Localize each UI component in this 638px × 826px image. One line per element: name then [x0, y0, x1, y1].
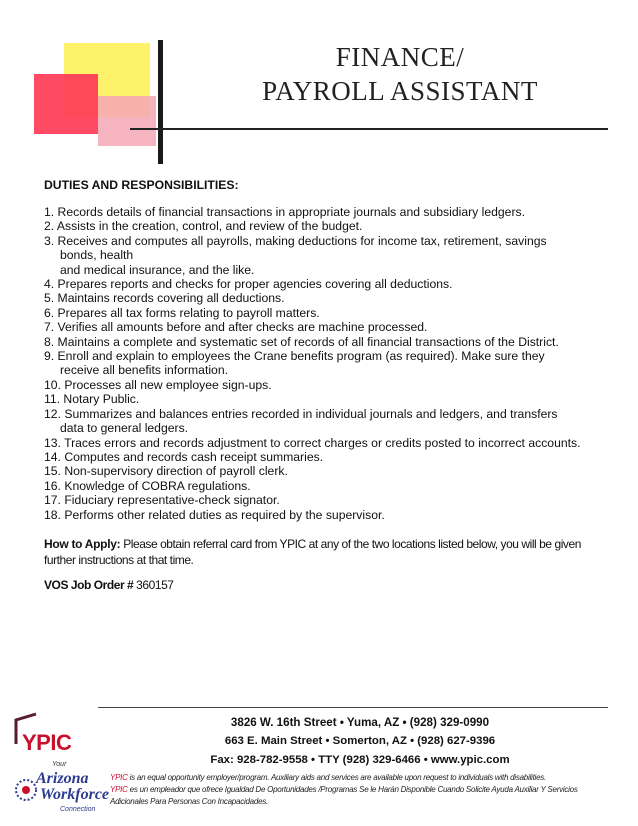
- eeo-english-text: is an equal opportunity employer/program. Auxiliary aids and services are available upon request to individuals with disabilities.: [129, 773, 546, 782]
- duties-heading: DUTIES AND RESPONSIBILITIES:: [44, 178, 239, 192]
- duties-list: [44, 205, 604, 522]
- vos-job-order: [44, 578, 174, 592]
- logo-workforce: Workforce: [40, 786, 110, 803]
- eeo-spanish-text: es un empleador que ofrece Igualdad De Oportunidades /Programas Se le Harán Disponible Cuando Solicite Ayuda Auxiliar Y Servicios Adicionales Para Personas Con Incapacidades.: [110, 785, 578, 806]
- duty-item: 7. Verifies all amounts before and after checks are machine processed.: [44, 320, 428, 335]
- duty-item: 12. Summarizes and balances entries recorded in individual journals and ledgers, and transfers: [44, 406, 558, 421]
- duty-item: 17. Fiduciary representative-check signator.: [44, 493, 280, 508]
- logo-arizona: Arizona: [36, 770, 89, 787]
- page-title: [220, 40, 580, 108]
- how-to-apply-label: How to Apply:: [44, 537, 121, 551]
- ypic-logo: YPIC: [22, 730, 72, 755]
- eeo-org-en: YPIC: [110, 773, 128, 782]
- decor-pink-block: [98, 96, 156, 146]
- logo-your: Your: [52, 761, 67, 768]
- duty-item: 2. Assists in the creation, control, and review of the budget.: [44, 219, 363, 234]
- decor-vertical-bar: [158, 40, 163, 164]
- duty-item-continuation: receive all benefits information.: [60, 363, 229, 378]
- contact-line-1: 3826 W. 16th Street • Yuma, AZ • (928) 329-0990: [230, 716, 490, 729]
- how-to-apply-text: Please obtain referral card from YPIC at any of the two locations listed below, you will be given further instructions at that time.: [44, 537, 581, 567]
- how-to-apply: [44, 537, 594, 568]
- duty-item: 3. Receives and computes all payrolls, making deductions for income tax, retirement, savings: [44, 233, 547, 248]
- duty-item-continuation: and medical insurance, and the like.: [60, 262, 255, 277]
- duty-item: 15. Non-supervisory direction of payroll clerk.: [44, 464, 288, 479]
- duty-item: 18. Performs other related duties as required by the supervisor.: [44, 507, 385, 522]
- eeo-org-es: YPIC: [110, 785, 128, 794]
- duty-item: 9. Enroll and explain to employees the Crane benefits program (as required). Make sure they: [44, 349, 545, 364]
- duty-item: 1. Records details of financial transactions in appropriate journals and subsidiary ledgers.: [44, 205, 525, 219]
- footer-rule: [98, 707, 608, 708]
- duty-item: 8. Maintains a complete and systematic set of records of all financial transactions of the District.: [44, 334, 559, 349]
- duty-item: 5. Maintains records covering all deductions.: [44, 291, 285, 306]
- eeo-english: [110, 772, 610, 784]
- eeo-statement: [110, 772, 610, 808]
- eeo-spanish: [110, 784, 610, 808]
- duty-item: 13. Traces errors and records adjustment to correct charges or credits posted to incorrect accounts.: [44, 435, 581, 450]
- duty-item: 10. Processes all new employee sign-ups.: [44, 377, 272, 392]
- duty-item: 6. Prepares all tax forms relating to payroll matters.: [44, 305, 320, 320]
- title-line-2: PAYROLL ASSISTANT: [262, 76, 538, 106]
- vos-number: 360157: [136, 578, 174, 592]
- duty-item: 4. Prepares reports and checks for proper agencies covering all deductions.: [44, 277, 453, 292]
- title-line-1: FINANCE/: [335, 42, 465, 72]
- duty-item: 11. Notary Public.: [44, 392, 140, 407]
- header-rule: [130, 128, 608, 130]
- duty-item-continuation: data to general ledgers.: [60, 421, 189, 436]
- contact-line-2: 663 E. Main Street • Somerton, AZ • (928) 627-9396: [224, 735, 496, 747]
- contact-line-3: Fax: 928-782-9558 • TTY (928) 329-6466 • www.ypic.com: [210, 754, 510, 766]
- duty-item: 14. Computes and records cash receipt summaries.: [44, 449, 324, 464]
- duty-item-continuation: bonds, health: [60, 248, 134, 263]
- vos-label: VOS Job Order #: [44, 578, 134, 592]
- logo-connection: Connection: [60, 806, 96, 813]
- decor-red-block: [34, 74, 98, 134]
- duty-item: 16. Knowledge of COBRA regulations.: [44, 478, 251, 493]
